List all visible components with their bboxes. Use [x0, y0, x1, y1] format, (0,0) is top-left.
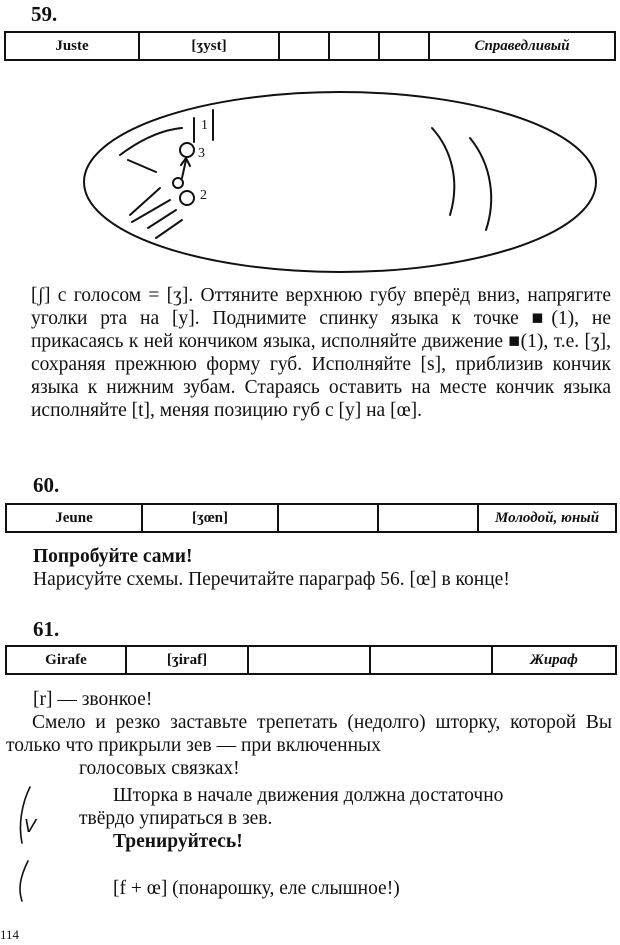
point-marker [180, 191, 194, 205]
empty-cell [278, 504, 378, 532]
tongue-stroke [128, 160, 156, 172]
page-number: 114 [0, 927, 20, 942]
translation-cell: Молодой, юный [478, 504, 616, 532]
exercise-61-table [5, 645, 617, 675]
exercise-61-practice: [f + œ] (понарошку, еле слышное!) [113, 878, 400, 899]
tongue-stroke [156, 220, 182, 238]
palate-curve [120, 128, 182, 155]
translation-cell: Справедливый [429, 32, 615, 60]
exercise-61-para2-line2: твёрдо упираться в зев. [79, 808, 273, 829]
exercise-59-number: 59. [31, 2, 58, 26]
empty-cell [378, 504, 478, 532]
exercise-60-text: Нарисуйте схемы. Перечитайте параграф 56. [œ] в конце! [33, 569, 510, 590]
translation-cell: Жираф [492, 646, 616, 674]
exercise-60-number: 60. [33, 473, 60, 497]
exercise-61-line1: [r] — звонкое! [33, 689, 153, 710]
word-cell: Juste [5, 32, 139, 60]
transcription-cell: [ʒiraf] [126, 646, 248, 674]
exercise-61-number: 61. [33, 617, 60, 641]
diagram-label-2: 2 [200, 188, 207, 203]
exercise-60-table [5, 503, 617, 533]
exercise-61-para1: Смело и резко заставьте трепетать (недолго) шторку, которой Вы только что прикрыли зев — при включенных [6, 712, 612, 756]
word-cell: Girafe [6, 646, 126, 674]
back-curve [470, 138, 491, 230]
point-marker [180, 143, 194, 157]
exercise-61-para1-end: голосовых связках! [79, 758, 240, 779]
mouth-outline [84, 92, 596, 272]
diagram-label-3: 3 [198, 146, 205, 161]
handwritten-mark: V [24, 816, 37, 837]
word-cell: Jeune [6, 504, 142, 532]
transcription-cell: [ʒœn] [142, 504, 278, 532]
transcription-cell: [ʒyst] [139, 32, 279, 60]
exercise-61-para2-line1: Шторка в начале движения должна достаточно [113, 785, 504, 806]
articulation-diagram [0, 0, 620, 280]
tongue-stroke [130, 188, 160, 215]
back-curve [432, 128, 454, 215]
handwritten-margin-mark [8, 785, 58, 905]
point-marker [173, 178, 183, 188]
diagram-label-1: 1 [201, 118, 208, 133]
empty-cell [370, 646, 492, 674]
exercise-61-heading: Тренируйтесь! [113, 831, 243, 852]
exercise-60-heading: Попробуйте сами! [33, 546, 193, 567]
empty-cell [248, 646, 370, 674]
tongue-stroke [148, 210, 176, 228]
exercise-59-text: [ʃ] с голосом = [ʒ]. Оттяните верхнюю губу вперёд вниз, напрягите уголки рта на [y]. Поднимите спинку языка к точке ■(1), не прикасаясь к ней кончиком языка, исполняйте движение ■(1), т.е. [ʒ], сохраняя прежнюю форму губ. Исполняйте [s], приблизив кончик языка к нижним зубам. Стараясь оставить на месте кончик языка исполняйте [t], меняя позицию губ с [y] на [œ]. [31, 285, 611, 421]
